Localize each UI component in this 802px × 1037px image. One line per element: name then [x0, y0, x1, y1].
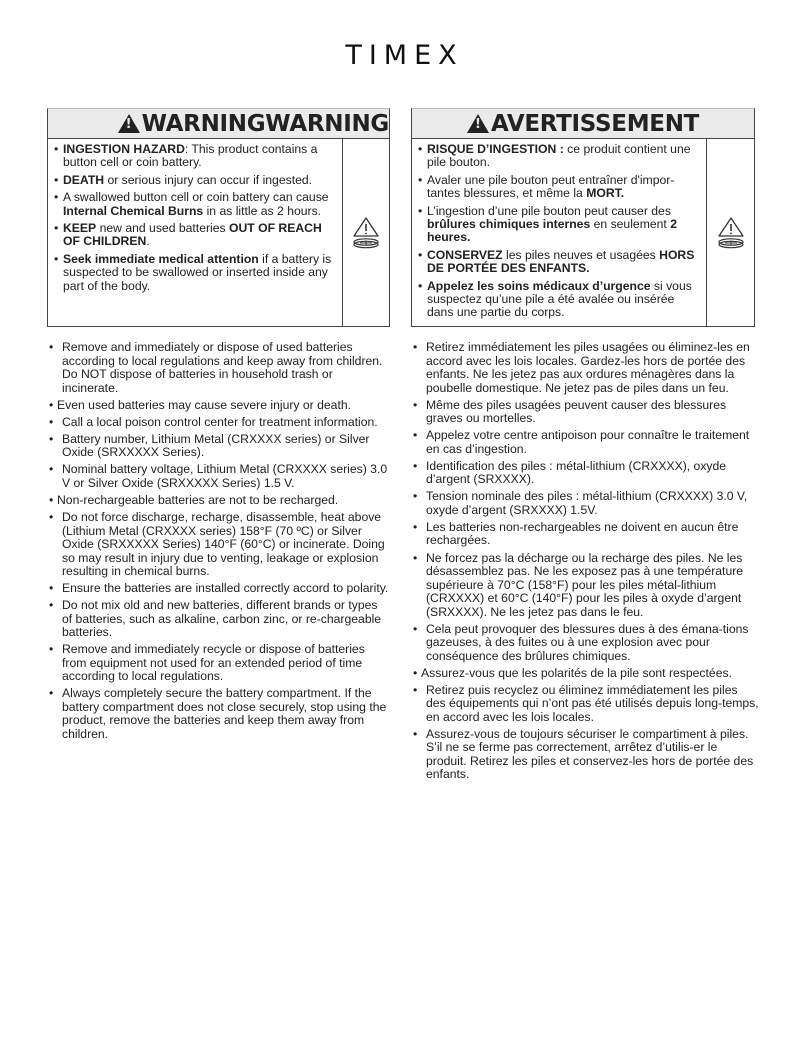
bullet: • — [413, 489, 418, 504]
instruction-text: Retirez immédiatement les piles usagées ou éliminez-les en accord avec les lois locales. Gardez-les hors de portée des enfants. Ne les jetez pas aux ordures ménagères dans la poubelle domestique. Ne jetez pas de piles dans un feu. — [426, 340, 750, 395]
warning-title: WARNINGWARNING — [141, 110, 389, 137]
instruction-item — [47, 341, 390, 395]
warning-item — [418, 174, 702, 201]
bullet: • — [413, 621, 418, 636]
warning-item-text — [427, 174, 702, 201]
bullet: • — [49, 462, 54, 477]
instruction-item — [47, 643, 390, 684]
bullet: • — [49, 414, 54, 429]
instruction-text: Ensure the batteries are installed correctly accord to polarity. — [62, 581, 389, 596]
instruction-item — [47, 433, 390, 460]
instruction-item — [411, 399, 759, 426]
bullet: • — [49, 492, 54, 507]
instruction-text: Ne forcez pas la décharge ou la recharge des piles. Ne les désassemblez pas. Ne les exposez pas à une température supérieure à 70°C (158°F) pour les piles métal-lithium (CRXXXX) et 60°C (140°F) pour les piles à oxyde d’argent (SRXXXX). Ne les jetez pas dans le feu. — [426, 550, 744, 619]
bullet: • — [49, 397, 54, 412]
instruction-text: Call a local poison control center for treatment information. — [62, 414, 378, 429]
body-text: L’ingestion d’une pile bouton peut causer des — [427, 203, 671, 218]
instruction-item — [411, 623, 759, 664]
bullet: • — [413, 682, 418, 697]
body-text: . — [146, 234, 150, 249]
body-text: if a battery is suspected to be swallowed or inserted inside any part of the body. — [63, 251, 332, 293]
instruction-text: Retirez puis recyclez ou éliminez immédiatement les piles des équipements qui n’ont pas été utilisés depuis long-temps, en accord avec les lois locales. — [426, 682, 759, 724]
warning-item — [54, 143, 338, 170]
instruction-item — [47, 582, 390, 596]
bullet: • — [413, 550, 418, 565]
instructions-french — [411, 341, 759, 786]
emphasis-text: DEATH — [63, 172, 105, 187]
emphasis-text: brûlures chimiques internes — [427, 217, 591, 232]
body-text: in as little as 2 hours. — [203, 203, 322, 218]
emphasis-text: OUT OF REACH OF CHILDREN — [63, 221, 322, 249]
body-text: : This product contains a button cell or coin battery. — [63, 142, 318, 170]
instruction-text: Do not mix old and new batteries, different brands or types of batteries, such as alkaline, carbon zinc, or re-chargeable batteries. — [62, 598, 382, 640]
instruction-item — [411, 521, 759, 548]
instruction-text: Assurez-vous de toujours sécuriser le compartiment à piles. S’il ne se ferme pas correctement, arrêtez d’utilis-er le produit. Retirez les piles et conservez-les hors de portée des enfants. — [426, 726, 754, 782]
bullet: • — [413, 397, 418, 412]
bullet: • — [54, 251, 59, 266]
instruction-text: Non-rechargeable batteries are not to be recharged. — [57, 492, 339, 507]
bullet: • — [418, 278, 423, 293]
instruction-text: Cela peut provoquer des blessures dues à des émana-tions gazeuses, à des fuites ou à une explosion avec pour conséquence des brûlures chimiques. — [426, 621, 749, 663]
warning-triangle-icon — [467, 114, 489, 133]
instruction-item — [47, 494, 390, 508]
bullet: • — [418, 142, 423, 156]
emphasis-text: CONSERVEZ — [427, 247, 503, 262]
instruction-text: Do not force discharge, recharge, disassemble, heat above (Lithium Metal (CRXXXX series) 158°F (70 ºC) or Silver Oxide (SRXXXXX Series) 140°F (60°C) or incinerate. Doing so may result in injury due to venting, leakage or explosion resulting in chemical burns. — [62, 510, 385, 579]
instruction-item — [411, 341, 759, 395]
warning-item-text — [63, 143, 338, 170]
bullet: • — [413, 726, 418, 741]
warning-item-text — [427, 143, 702, 170]
bullet: • — [413, 340, 418, 354]
instruction-text: Even used batteries may cause severe injury or death. — [57, 397, 352, 412]
instruction-item — [47, 416, 390, 430]
warning-item-text — [427, 249, 702, 276]
bullet: • — [54, 142, 59, 156]
emphasis-text: RISQUE D’INGESTION : — [427, 142, 564, 156]
bullet: • — [49, 340, 54, 354]
instruction-item — [47, 599, 390, 640]
body-text: si vous suspectez qu’une pile a été avalée ou insérée dans une partie du corps. — [427, 278, 692, 320]
warning-item-text — [63, 191, 338, 218]
warning-title: AVERTISSEMENT — [490, 110, 700, 137]
warning-box-french — [411, 108, 755, 327]
bullet: • — [49, 598, 54, 613]
body-text: new and used batteries — [96, 221, 229, 236]
emphasis-text: Appelez les soins médicaux d’urgence — [427, 278, 651, 293]
warning-item-text — [63, 253, 338, 293]
warning-box-english — [47, 108, 390, 327]
timex-logo: TIMEX — [345, 40, 464, 71]
instruction-text: Battery number, Lithium Metal (CRXXXX series) or Silver Oxide (SRXXXXX Series). — [62, 431, 370, 460]
instruction-text: Nominal battery voltage, Lithium Metal (CRXXXX series) 3.0 V or Silver Oxide (SRXXXXX Series) 1.5 V. — [62, 462, 388, 490]
bullet: • — [418, 203, 423, 218]
warning-item-text — [427, 280, 702, 320]
emphasis-text: KEEP — [63, 221, 97, 236]
instruction-text: Même des piles usagées peuvent causer des blessures graves ou mortelles. — [426, 397, 727, 426]
instruction-item — [411, 684, 759, 725]
emphasis-text: MORT. — [586, 186, 625, 201]
bullet: • — [49, 686, 54, 701]
warning-item — [54, 253, 338, 293]
bullet: • — [54, 172, 59, 187]
bullet: • — [49, 581, 54, 596]
emphasis-text: Seek immediate medical attention — [63, 251, 259, 266]
bullet: • — [49, 431, 54, 446]
bullet: • — [418, 247, 423, 262]
instruction-text: Tension nominale des piles : métal-lithium (CRXXXX) 3.0 V, oxyde d’argent (SRXXXX) 1.5V. — [426, 489, 748, 517]
bullet: • — [413, 458, 418, 473]
instruction-text: Remove and immediately or dispose of used batteries according to local regulations and keep away from children. Do NOT dispose of batteries in household trash or incinerate. — [62, 340, 383, 395]
warning-triangle-icon — [118, 114, 140, 133]
warning-item — [54, 222, 338, 249]
instruction-item — [47, 399, 390, 413]
instruction-item — [411, 552, 759, 620]
warning-list-french — [412, 139, 706, 327]
emphasis-text: HORS DE PORTÉE DES ENFANTS. — [427, 247, 695, 276]
instruction-text: Appelez votre centre antipoison pour connaître le traitement en cas d’ingestion. — [426, 428, 750, 456]
warning-item — [418, 205, 702, 245]
instruction-item — [411, 460, 759, 487]
emphasis-text: INGESTION HAZARD — [63, 142, 185, 156]
body-text: en seulement — [590, 217, 671, 232]
bullet: • — [418, 172, 423, 187]
instruction-item — [47, 463, 390, 490]
instruction-item — [47, 687, 390, 741]
instruction-text: Identification des piles : métal-lithium (CRXXXX), oxyde d’argent (SRXXXX). — [426, 458, 727, 487]
coin-battery-warning-icon — [706, 139, 754, 327]
instructions-english — [47, 341, 390, 745]
warning-item-text — [63, 222, 338, 249]
bullet: • — [413, 428, 418, 443]
warning-item — [54, 174, 338, 187]
body-text: ce produit contient une pile bouton. — [427, 142, 691, 170]
emphasis-text: 2 heures. — [427, 217, 677, 245]
warning-header-french — [412, 109, 754, 139]
warning-item — [418, 280, 702, 320]
instruction-text: Remove and immediately recycle or dispose of batteries from equipment not used for an extended period of time according to local regulations. — [62, 642, 365, 684]
bullet: • — [54, 190, 59, 205]
warning-item — [418, 143, 702, 170]
coin-battery-warning-icon — [342, 139, 389, 327]
body-text: A swallowed button cell or coin battery can cause — [63, 190, 329, 205]
instruction-item — [411, 667, 759, 681]
instruction-item — [47, 511, 390, 579]
warning-item-text — [63, 174, 312, 187]
bullet: • — [49, 510, 54, 525]
warning-item — [54, 191, 338, 218]
bullet: • — [413, 665, 418, 680]
instruction-text: Les batteries non-rechargeables ne doivent en aucun être rechargées. — [426, 519, 739, 548]
body-text: les piles neuves et usagées — [502, 247, 660, 262]
instruction-item — [411, 490, 759, 517]
warning-list-english — [48, 139, 342, 327]
bullet: • — [54, 221, 59, 236]
instruction-text: Always completely secure the battery compartment. If the battery compartment does not close securely, stop using the product, remove the batteries and keep them away from children. — [62, 686, 387, 741]
body-text: or serious injury can occur if ingested. — [104, 172, 313, 187]
warning-item-text — [427, 205, 702, 245]
body-text: Avaler une pile bouton peut entraîner d'impor-tantes blessures, et même la — [427, 172, 675, 201]
bullet: • — [413, 519, 418, 534]
warning-header-english — [48, 109, 389, 139]
instruction-item — [411, 728, 759, 782]
emphasis-text: Internal Chemical Burns — [63, 203, 204, 218]
instruction-item — [411, 429, 759, 456]
bullet: • — [49, 642, 54, 657]
instruction-text: Assurez-vous que les polarités de la pile sont respectées. — [421, 665, 732, 680]
warning-item — [418, 249, 702, 276]
